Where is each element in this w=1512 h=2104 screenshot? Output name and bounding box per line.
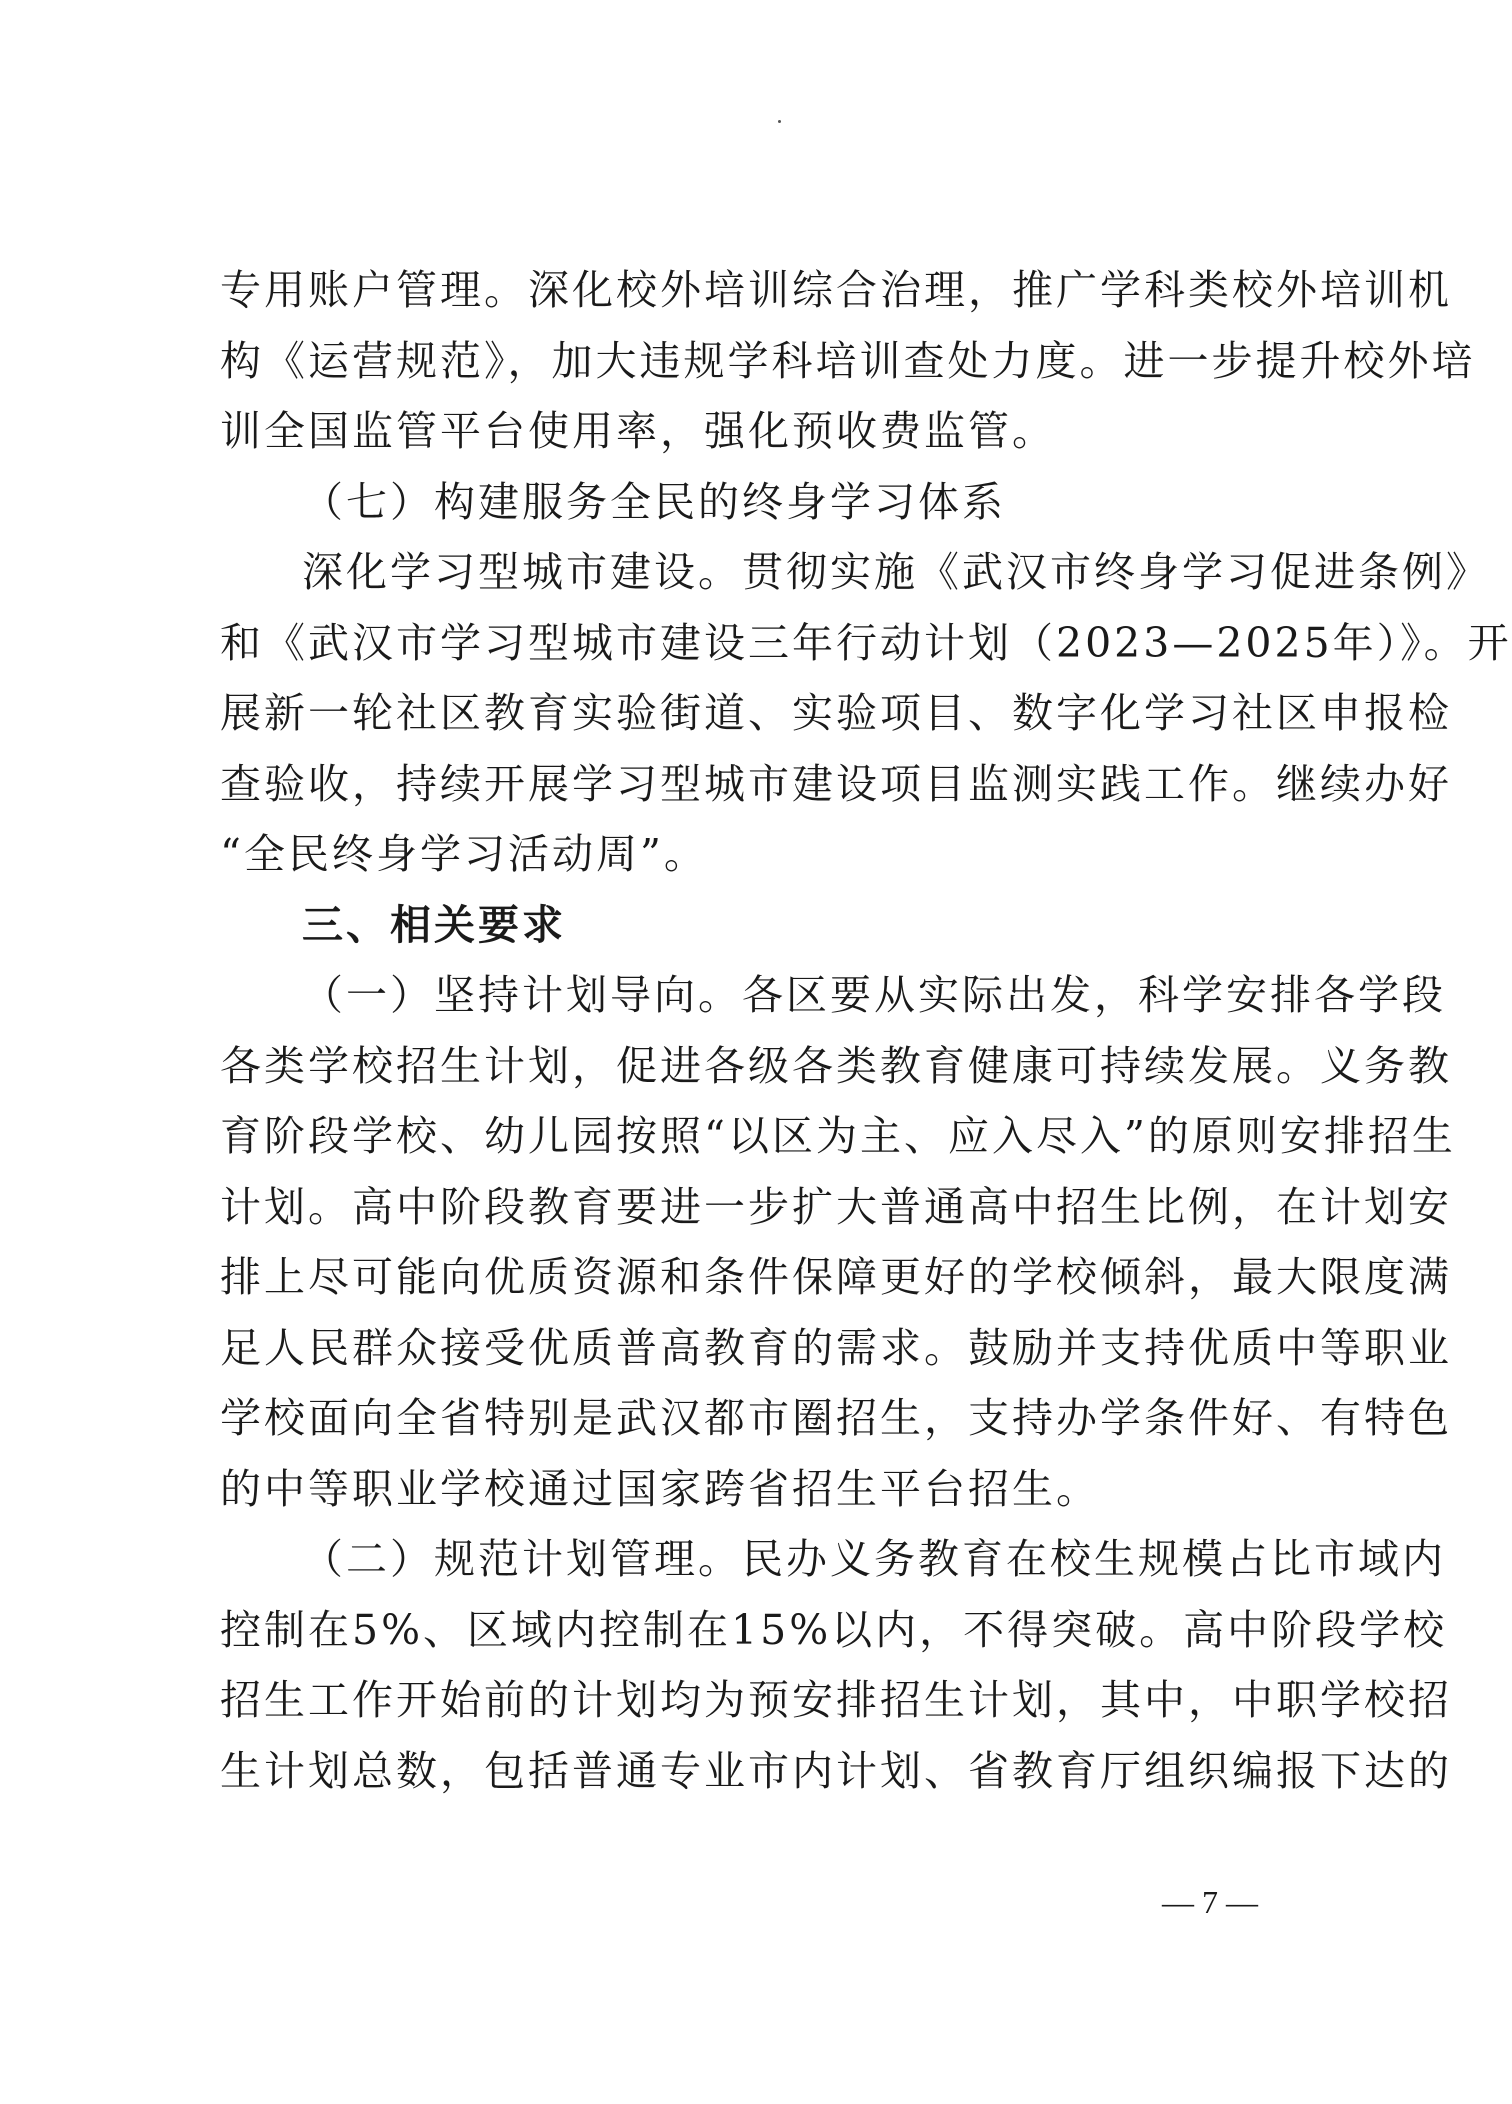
paragraph-line: 和《武汉市学习型城市建设三年行动计划（2023—2025年）》。开 (220, 618, 1512, 667)
paragraph-line: 查验收，持续开展学习型城市建设项目监测实践工作。继续办好 (220, 759, 1452, 808)
paragraph-line: 展新一轮社区教育实验街道、实验项目、数字化学习社区申报检 (220, 689, 1452, 737)
paragraph-line: 训全国监管平台使用率，强化预收费监管。 (220, 407, 1056, 455)
paragraph-line: 招生工作开始前的计划均为预安排招生计划，其中，中职学校招 (220, 1676, 1452, 1724)
paragraph-line: 排上尽可能向优质资源和条件保障更好的学校倾斜，最大限度满 (220, 1253, 1452, 1301)
paragraph-line: 学校面向全省特别是武汉都市圈招生，支持办学条件好、有特色 (220, 1394, 1452, 1442)
section-heading-7: （七）构建服务全民的终身学习体系 (302, 477, 1006, 526)
body-text (220, 255, 1512, 1806)
paragraph-line: 控制在5%、区域内控制在15%以内，不得突破。高中阶段学校 (220, 1605, 1448, 1654)
page-number: — 7 — (1162, 1884, 1258, 1920)
paragraph-line: 的中等职业学校通过国家跨省招生平台招生。 (220, 1464, 1100, 1513)
paragraph-line: 各类学校招生计划，促进各级各类教育健康可持续发展。义务教 (220, 1041, 1452, 1090)
paragraph-line: 专用账户管理。深化校外培训综合治理，推广学科类校外培训机 (220, 266, 1452, 314)
paragraph-line: 生计划总数，包括普通专业市内计划、省教育厅组织编报下达的 (220, 1746, 1452, 1795)
scan-speck (778, 120, 781, 123)
paragraph-line: 足人民群众接受优质普高教育的需求。鼓励并支持优质中等职业 (220, 1323, 1452, 1372)
chapter-heading-3: 三、相关要求 (302, 900, 566, 949)
paragraph-line: “全民终身学习活动周”。 (220, 830, 708, 878)
paragraph-line: （二）规范计划管理。民办义务教育在校生规模占比市域内 (302, 1535, 1446, 1583)
paragraph-line: 构《运营规范》，加大违规学科培训查处力度。进一步提升校外培 (220, 336, 1476, 385)
paragraph-line: 计划。高中阶段教育要进一步扩大普通高中招生比例，在计划安 (220, 1182, 1452, 1231)
paragraph-line: （一）坚持计划导向。各区要从实际出发，科学安排各学段 (302, 971, 1446, 1019)
paragraph-line: 育阶段学校、幼儿园按照“以区为主、应入尽入”的原则安排招生 (220, 1112, 1456, 1160)
paragraph-line: 深化学习型城市建设。贯彻实施《武汉市终身学习促进条例》 (302, 548, 1490, 596)
